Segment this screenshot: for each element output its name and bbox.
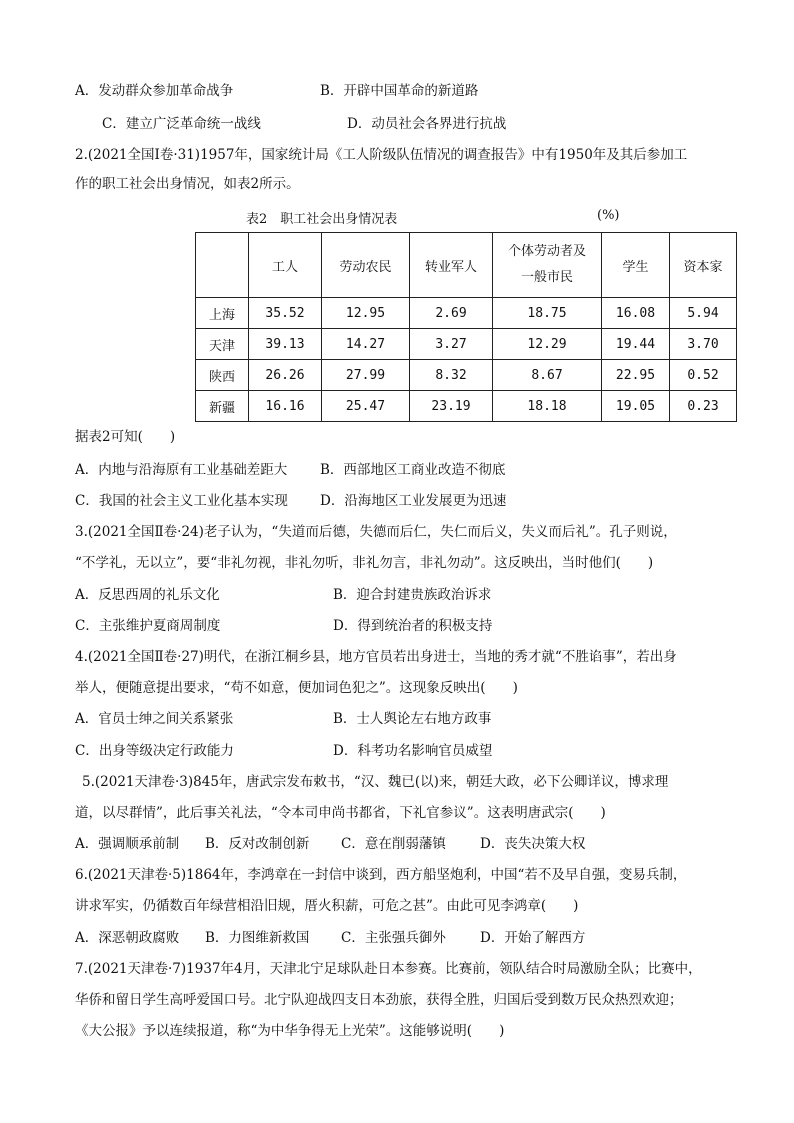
table-caption: 表2 职工社会出身情况表: [246, 212, 398, 227]
q4-stem-line1: 4.(2021全国Ⅱ卷·27)明代，在浙江桐乡县，地方官员若出身进士，当地的秀才就“不胜谄事”，若出身: [75, 649, 677, 665]
cell-value: 0.23: [670, 391, 737, 422]
table-header-cell: 工人: [249, 233, 322, 298]
q6-option-a: A．深恶朝政腐败: [75, 930, 180, 946]
cell-value: 12.29: [493, 329, 602, 360]
table-header-line: 个体劳动者及: [507, 244, 586, 259]
q5-option-d: D．丧失决策大权: [480, 836, 586, 852]
cell-value: 8.32: [410, 360, 493, 391]
q3-option-d: D．得到统治者的积极支持: [333, 618, 493, 634]
cell-value: 18.18: [493, 391, 602, 422]
cell-value: 14.27: [322, 329, 410, 360]
q6-stem-line1: 6.(2021天津卷·5)1864年，李鸿章在一封信中谈到，西方船坚炮利，中国“若不及早自强，变易兵制，: [75, 867, 687, 883]
q3-stem-line1: 3.(2021全国Ⅱ卷·24)老子认为，“失道而后德，失德而后仁，失仁而后义，失义而后礼”。孔子则说，: [75, 524, 677, 540]
cell-value: 2.69: [410, 298, 493, 329]
q5-option-b: B．反对改制创新: [205, 836, 310, 852]
q2-option-b: B．西部地区工商业改造不彻底: [320, 462, 506, 478]
q3-option-b: B．迎合封建贵族政治诉求: [333, 587, 492, 603]
table-row: [196, 360, 737, 391]
q1-option-c: C．建立广泛革命统一战线: [102, 116, 261, 132]
q4-option-b: B．士人舆论左右地方政事: [333, 711, 492, 727]
q1-option-d: D．动员社会各界进行抗战: [347, 116, 507, 132]
cell-value: 19.05: [602, 391, 670, 422]
cell-value: 16.08: [602, 298, 670, 329]
q7-stem-line1: 7.(2021天津卷·7)1937年4月，天津北宁足球队赴日本参赛。比赛前，领队结合时局激励全队；比赛中，: [75, 961, 702, 977]
table-header-cell: 学生: [602, 233, 670, 298]
table-row: [196, 391, 737, 422]
cell-value: 5.94: [670, 298, 737, 329]
q2-option-d: D．沿海地区工业发展更为迅速: [320, 493, 507, 509]
q3-option-a: A．反思西周的礼乐文化: [75, 587, 220, 603]
q6-option-d: D．开始了解西方: [480, 930, 586, 946]
q6-option-c: C．主张强兵御外: [341, 930, 446, 946]
cell-value: 35.52: [249, 298, 322, 329]
cell-value: 3.70: [670, 329, 737, 360]
table-header-cell: 转业军人: [410, 233, 493, 298]
row-region: 上海: [196, 298, 249, 329]
q6-option-b: B．力图维新救国: [205, 930, 310, 946]
q4-option-d: D．科考功名影响官员威望: [333, 743, 493, 759]
table-header-line: 一般市民: [520, 270, 573, 285]
q5-option-c: C．意在削弱藩镇: [341, 836, 446, 852]
cell-value: 8.67: [493, 360, 602, 391]
cell-value: 16.16: [249, 391, 322, 422]
row-region: 新疆: [196, 391, 249, 422]
table-header-row: [196, 233, 737, 298]
q4-stem-line2: 举人，便随意提出要求，“苟不如意，便加词色犯之”。这现象反映出( ): [75, 680, 518, 696]
q6-stem-line2: 讲求军实，仍循数百年绿营相沿旧规，厝火积薪，可危之甚”。由此可见李鸿章( ): [75, 898, 579, 914]
cell-value: 26.26: [249, 360, 322, 391]
q1-option-b: B．开辟中国革命的新道路: [320, 83, 479, 99]
q2-stem-line2: 作的职工社会出身情况，如表2所示。: [75, 176, 300, 192]
cell-value: 22.95: [602, 360, 670, 391]
row-region: 陕西: [196, 360, 249, 391]
q7-stem-line2: 华侨和留日学生高呼爱国口号。北宁队迎战四支日本劲旅，获得全胜，归国后受到数万民众热烈欢迎；: [75, 992, 683, 1008]
cell-value: 39.13: [249, 329, 322, 360]
q5-option-a: A．强调顺承前制: [75, 836, 180, 852]
cell-value: 27.99: [322, 360, 410, 391]
q2-option-a: A．内地与沿海原有工业基础差距大: [75, 462, 288, 478]
table-unit: (%): [597, 208, 620, 223]
q2-prompt: 据表2可知( ): [75, 429, 176, 445]
occupation-origin-table: [195, 232, 737, 422]
table-row: [196, 298, 737, 329]
cell-value: 23.19: [410, 391, 493, 422]
q3-option-c: C．主张维护夏商周制度: [75, 618, 221, 634]
row-region: 天津: [196, 329, 249, 360]
cell-value: 0.52: [670, 360, 737, 391]
cell-value: 25.47: [322, 391, 410, 422]
q5-stem-line2: 道，以尽群情”，此后事关礼法，“令本司申尚书都省，下礼官参议”。这表明唐武宗( ): [75, 805, 606, 821]
q2-option-c: C．我国的社会主义工业化基本实现: [75, 493, 288, 509]
table-header-blank: [196, 233, 249, 298]
table-row: [196, 329, 737, 360]
q4-option-a: A．官员士绅之间关系紧张: [75, 711, 234, 727]
q1-option-a: A．发动群众参加革命战争: [75, 83, 234, 99]
q3-stem-line2: “不学礼，无以立”，要“非礼勿视，非礼勿听，非礼勿言，非礼勿动”。这反映出，当时他们( ): [75, 555, 654, 571]
table-header-cell: [493, 233, 602, 298]
cell-value: 12.95: [322, 298, 410, 329]
table-header-cell: 资本家: [670, 233, 737, 298]
q2-stem-line1: 2.(2021全国Ⅰ卷·31)1957年，国家统计局《工人阶级队伍情况的调查报告》中有1950年及其后参加工: [75, 147, 688, 163]
cell-value: 19.44: [602, 329, 670, 360]
table-header-cell: 劳动农民: [322, 233, 410, 298]
cell-value: 3.27: [410, 329, 493, 360]
q4-option-c: C．出身等级决定行政能力: [75, 743, 234, 759]
q5-stem-line1: 5.(2021天津卷·3)845年，唐武宗发布敕书，“汉、魏已(以)来，朝廷大政，必下公卿详议，博求理: [82, 774, 669, 790]
cell-value: 18.75: [493, 298, 602, 329]
q7-stem-line3: 《大公报》予以连续报道，称“为中华争得无上光荣”。这能够说明( ): [75, 1023, 505, 1039]
